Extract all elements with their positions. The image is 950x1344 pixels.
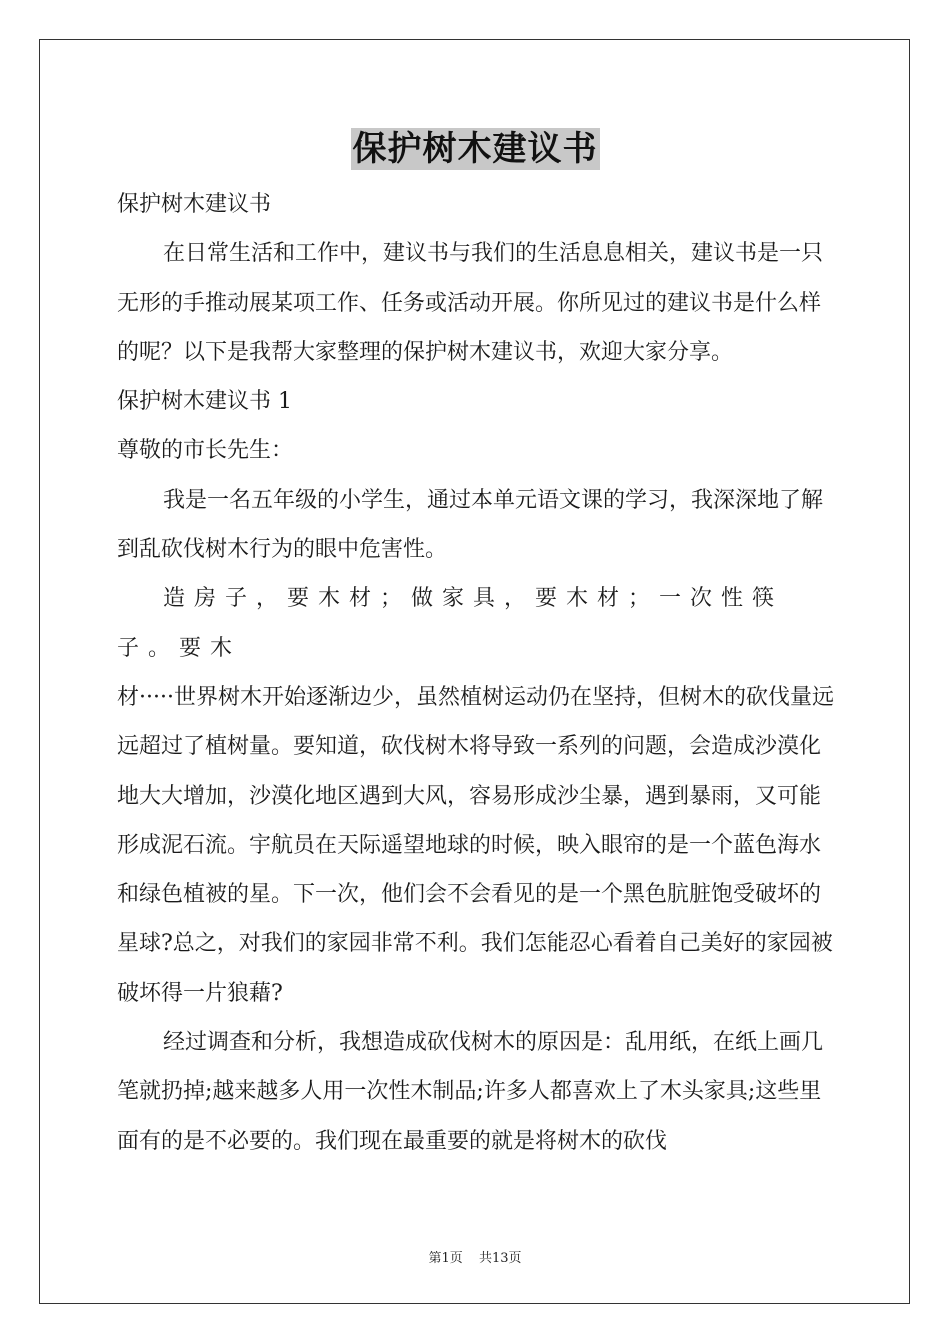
paragraph-salutation: 尊敬的市长先生： [117,438,294,464]
page-number: 第1页 [428,1251,463,1266]
document-body [117,180,837,1166]
title-container [0,128,950,170]
paragraph-analysis: 经过调查和分析，我想造成砍伐树木的原因是：乱用纸，在纸上画几笔就扔掉;越来越多人用一次性木制品;许多人都喜欢上了木头家具;这些里面有的是不必要的。我们现在最重要的就是将树木的砍伐 [117,1030,824,1154]
page-total: 共13页 [478,1251,522,1266]
document-title: 保护树木建议书 [352,129,598,169]
paragraph-deforestation: 材·····世界树木开始逐渐边少，虽然植树运动仍在坚持，但树木的砍伐量远远超过了植树量。要知道，砍伐树木将导致一系列的问题，会造成沙漠化地大大增加，沙漠化地区遇到大风，容易形成沙尘暴，遇到暴雨，又可能形成泥石流。宇航员在天际遥望地球的时候，映入眼帘的是一个蓝色海水和绿色植被的星。下一次，他们会不会看见的是一个黑色肮脏饱受破坏的星球?总之，对我们的家园非常不利。我们怎能忍心看着自己美好的家园被破坏得一片狼藉? [117,684,834,1006]
paragraph-subtitle: 保护树木建议书 [117,192,272,217]
page-footer [0,1247,950,1266]
paragraph-wood-uses: 造房子，要木材；做家具，要木材；一次性筷子。要木 [117,586,784,661]
paragraph-section-heading: 保护树木建议书 1 [117,389,292,415]
paragraph-intro: 在日常生活和工作中，建议书与我们的生活息息相关，建议书是一只无形的手推动展某项工作、任务或活动开展。你所见过的建议书是什么样的呢？以下是我帮大家整理的保护树木建议书，欢迎大家分享。 [117,241,824,365]
paragraph-self-intro: 我是一名五年级的小学生，通过本单元语文课的学习，我深深地了解到乱砍伐树木行为的眼中危害性。 [117,487,824,563]
